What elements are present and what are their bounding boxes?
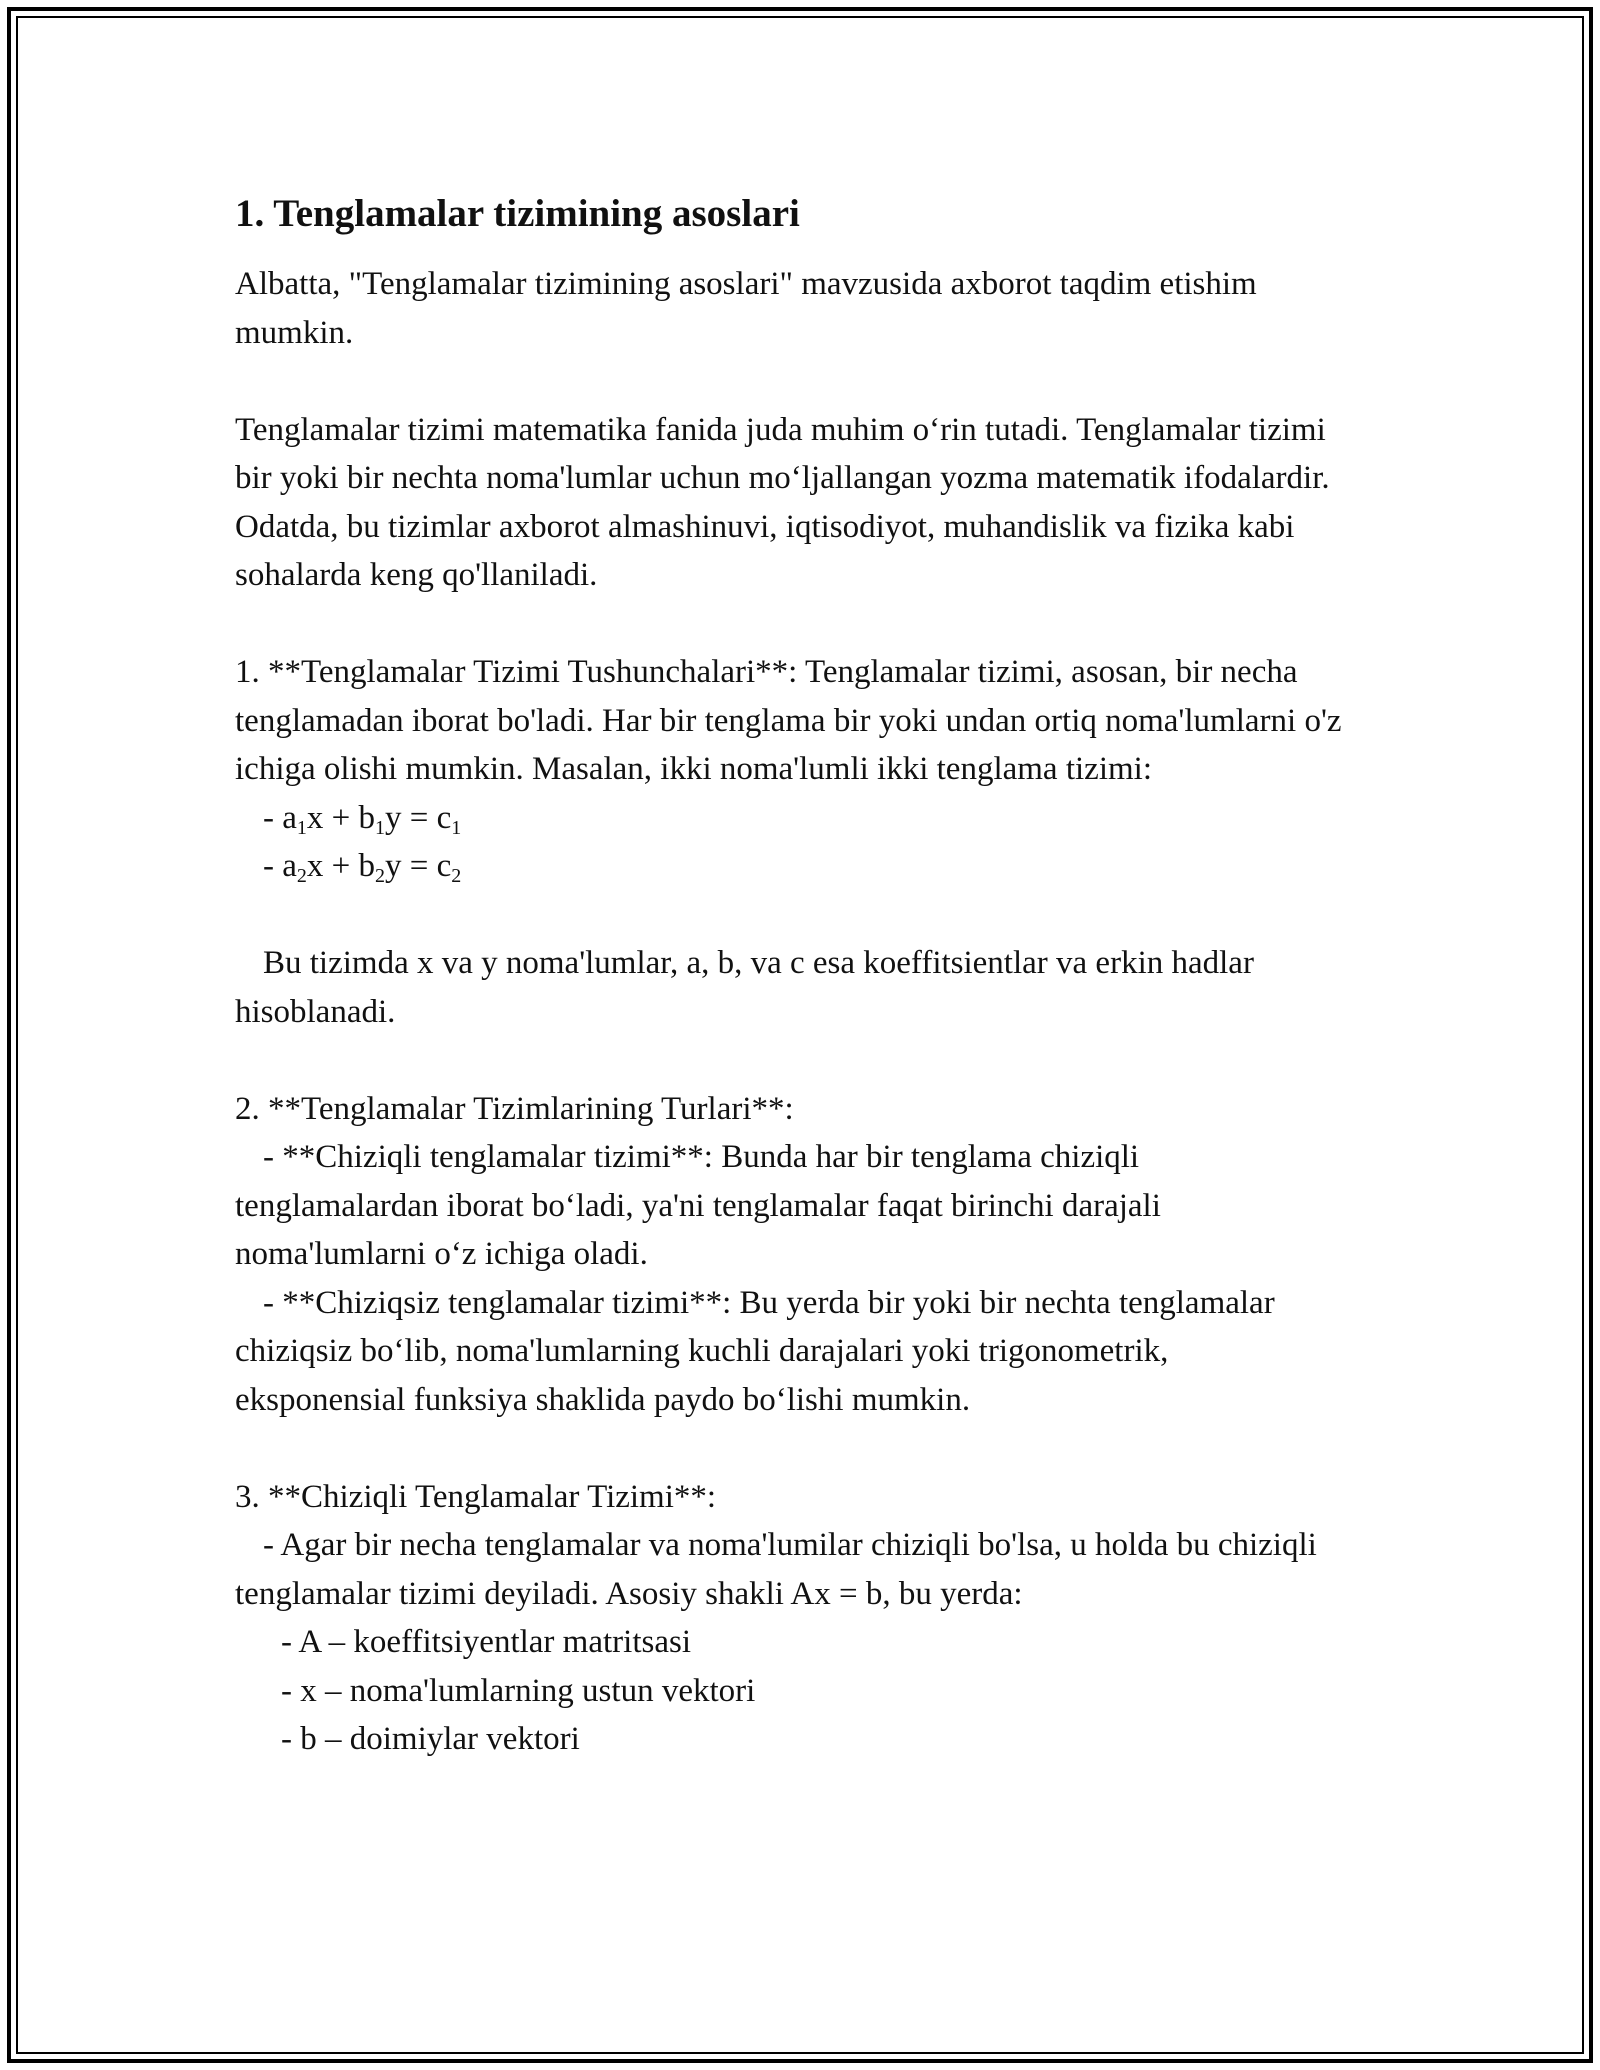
page-title: 1. Tenglamalar tizimining asoslari bbox=[235, 192, 800, 235]
section3-item-text: - Agar bir necha tenglamalar va noma'lumilar chiziqli bo'lsa, u holda bu chiziqli tenglamalar tizimi deyiladi. Asosiy shakli Ax = b, bu yerda: bbox=[235, 1527, 1317, 1612]
section3-item bbox=[235, 1521, 1355, 1618]
eq1-c: y = c bbox=[385, 799, 452, 836]
section2-item-linear-text: - **Chiziqli tenglamalar tizimi**: Bunda har bir tenglama chiziqli tenglamalardan iborat bo‘ladi, ya'ni tenglamalar faqat birinchi darajali noma'lumlarni o‘z ichiga oladi. bbox=[235, 1139, 1161, 1272]
eq2-sub-a: 2 bbox=[296, 865, 307, 887]
spacer bbox=[235, 357, 1385, 406]
eq2-c: y = c bbox=[385, 848, 452, 884]
eq2-sub-c: 2 bbox=[451, 865, 462, 887]
section2-title: 2. **Tenglamalar Tizimlarining Turlari**: bbox=[235, 1090, 794, 1127]
eq1-sub-b: 1 bbox=[375, 816, 386, 839]
eq2-sub-b: 2 bbox=[375, 865, 386, 887]
eq2-a: - a bbox=[263, 848, 297, 884]
equation-1 bbox=[235, 794, 1385, 843]
section3-title: 3. **Chiziqli Tenglamalar Tizimi**: bbox=[235, 1478, 717, 1515]
section1-note-text: Bu tizimda x va y noma'lumlar, a, b, va c esa koeffitsientlar va erkin hadlar hisoblanadi. bbox=[235, 945, 1254, 1030]
eq1-sub-a: 1 bbox=[296, 816, 307, 839]
section1-paragraph: 1. **Tenglamalar Tizimi Tushunchalari**: Tenglamalar tizimi, asosan, bir necha tenglamadan iborat bo'ladi. Har bir tenglama bir yoki undan ortiq noma'lumlarni o'z ichiga olishi mumkin. Masalan, ikki noma'lumli ikki tenglama tizimi: bbox=[235, 654, 1342, 787]
overview-paragraph: Tenglamalar tizimi matematika fanida juda muhim o‘rin tutadi. Tenglamalar tizimi bir yoki bir nechta noma'lumlar uchun mo‘ljallangan yozma matematik ifodalardir. Odatda, bu tizimlar axborot almashinuvi, iqtisodiyot, muhandislik va fizika kabi sohalarda keng qo'llaniladi. bbox=[235, 411, 1330, 593]
document-body bbox=[235, 186, 1385, 1764]
spacer bbox=[235, 891, 1385, 940]
spacer bbox=[235, 1424, 1385, 1473]
eq1-b: x + b bbox=[306, 799, 376, 836]
intro-paragraph: Albatta, "Tenglamalar tizimining asoslari" mavzusida axborot taqdim etishim mumkin. bbox=[235, 266, 1257, 351]
spacer bbox=[235, 1036, 1385, 1085]
eq2-b: x + b bbox=[306, 848, 376, 884]
section2-item-nonlinear bbox=[235, 1279, 1325, 1425]
spacer bbox=[235, 600, 1385, 649]
equation-2 bbox=[235, 842, 1385, 891]
list-item: - A – koeffitsiyentlar matritsasi bbox=[281, 1624, 691, 1660]
list-item: - b – doimiylar vektori bbox=[281, 1721, 580, 1757]
eq1-a: - a bbox=[263, 799, 297, 836]
section1-note bbox=[235, 939, 1385, 1036]
section2-item-linear bbox=[235, 1133, 1305, 1279]
section2-item-nonlinear-text: - **Chiziqsiz tenglamalar tizimi**: Bu yerda bir yoki bir nechta tenglamalar chiziqsiz bo‘lib, noma'lumlarning kuchli darajalari yoki trigonometrik, eksponensial funksiya shaklida paydo bo‘lishi mumkin. bbox=[235, 1284, 1275, 1418]
list-item: - x – noma'lumlarning ustun vektori bbox=[281, 1672, 756, 1709]
eq1-sub-c: 1 bbox=[451, 816, 462, 839]
